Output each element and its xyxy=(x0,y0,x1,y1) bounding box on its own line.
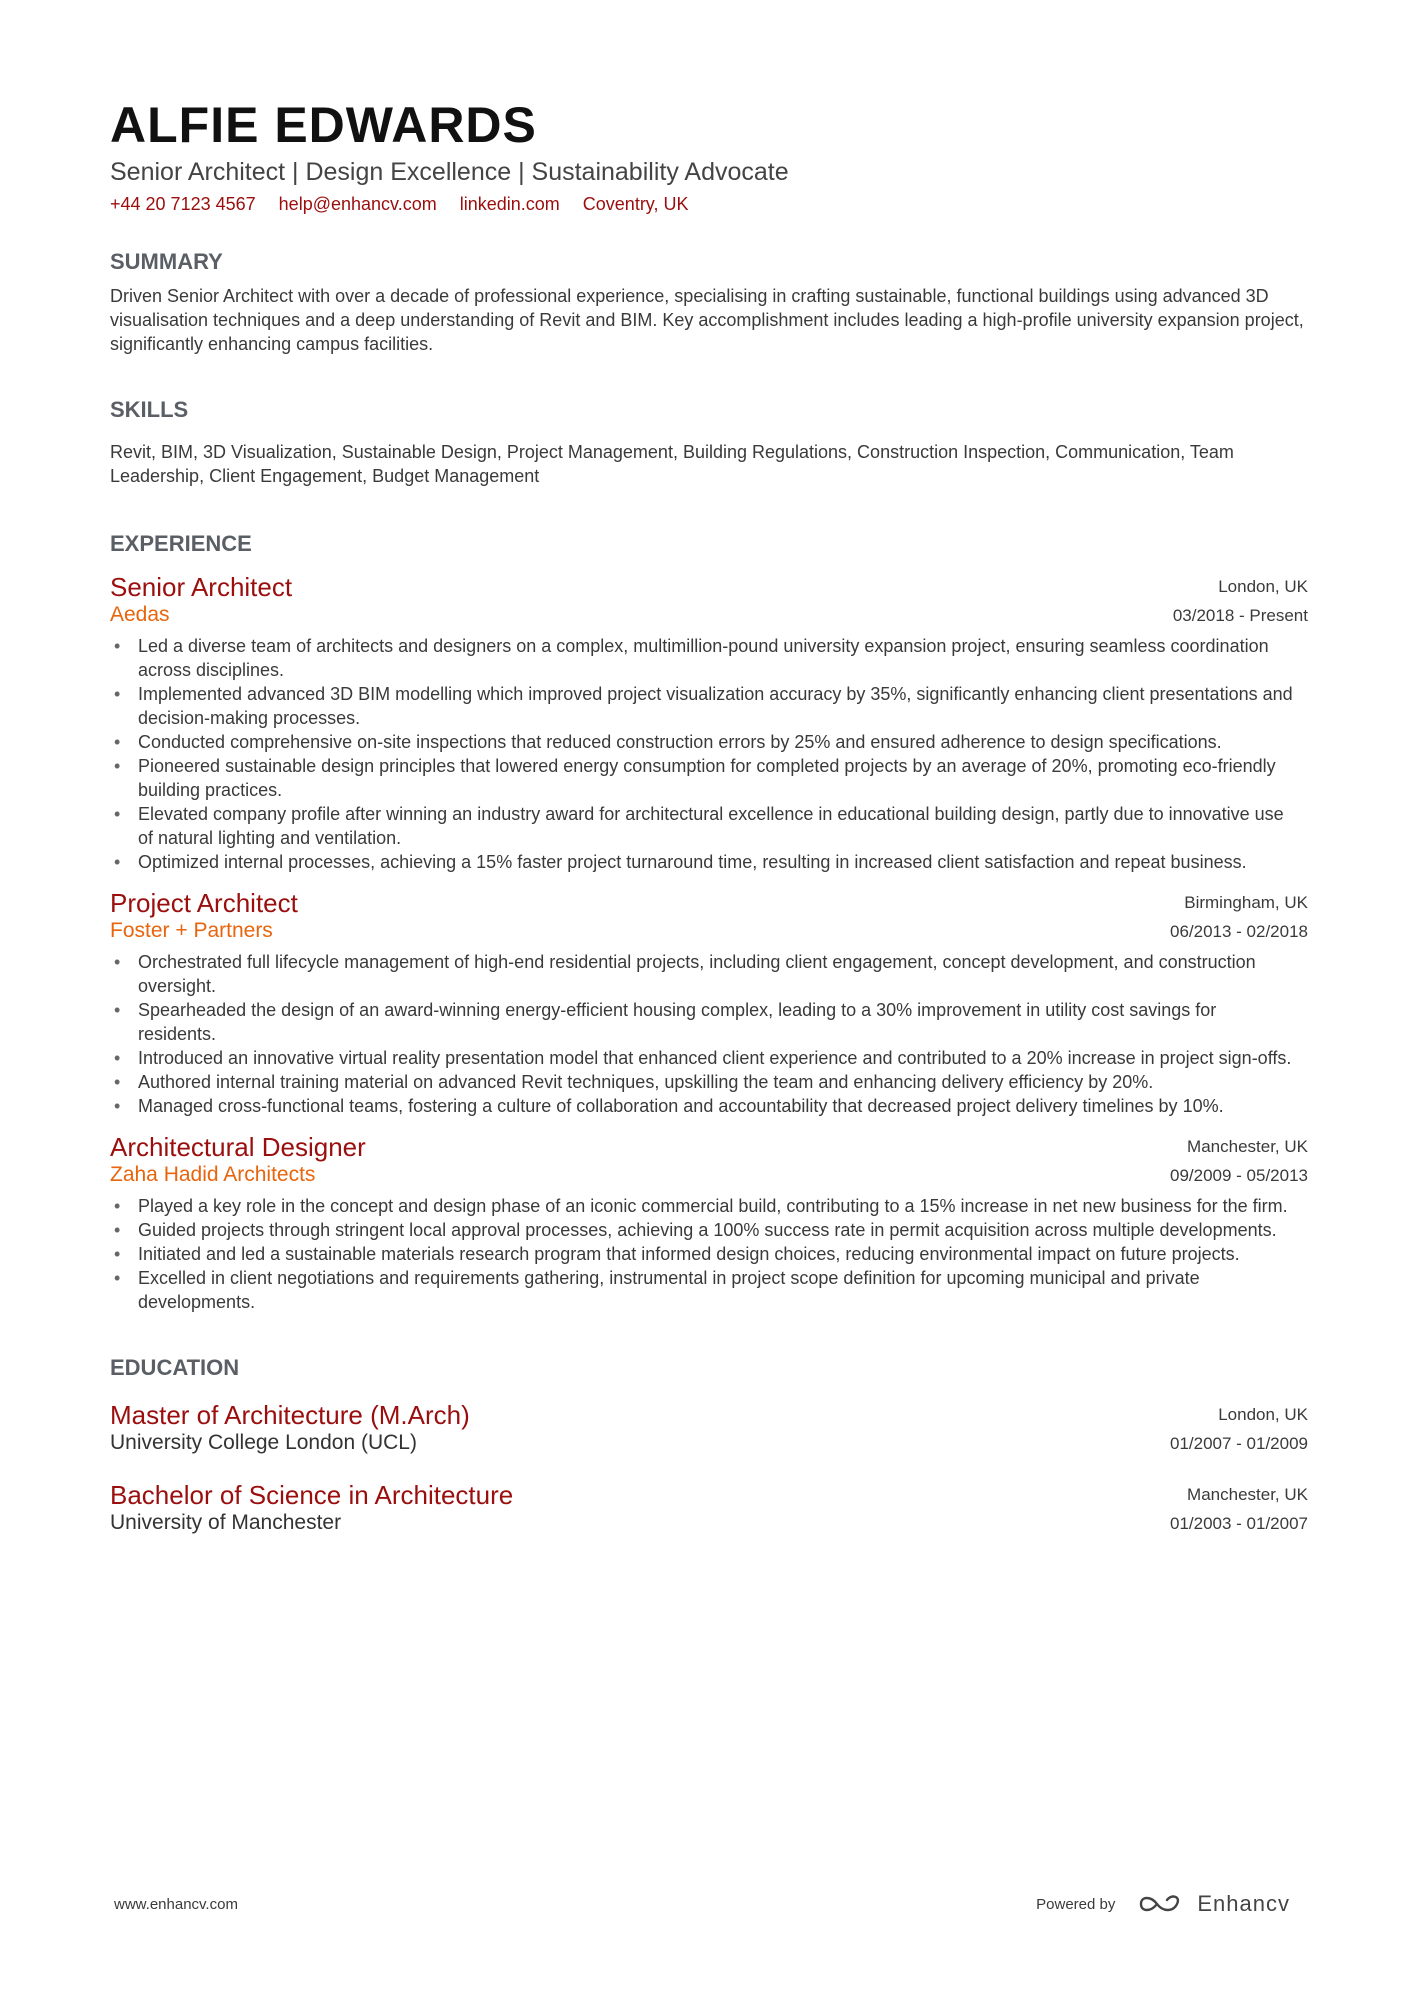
footer-website[interactable]: www.enhancv.com xyxy=(114,1896,238,1913)
education-degree: Bachelor of Science in Architecture xyxy=(110,1480,514,1510)
job-role: Senior Architect xyxy=(110,572,293,602)
job-role: Architectural Designer xyxy=(110,1132,366,1162)
job-bullet: • Led a diverse team of architects and designers on a complex, multimillion-pound university expansion project, ensuring seamless coordination across disciplines. xyxy=(114,636,1269,680)
job-bullet: • Introduced an innovative virtual reality presentation model that enhanced client experience and contributed to a 20% increase in project sign-offs. xyxy=(114,1048,1292,1068)
brand-name: Enhancv xyxy=(1197,1891,1290,1916)
education-meta xyxy=(1170,1400,1308,1458)
job-role: Project Architect xyxy=(110,888,298,918)
summary-section xyxy=(110,248,1308,356)
job-meta xyxy=(1170,1132,1308,1190)
candidate-headline: Senior Architect | Design Excellence | Sustainability Advocate xyxy=(110,158,789,186)
job-bullets xyxy=(110,950,1308,1118)
bullet-dot-icon: • xyxy=(114,1268,121,1288)
skills-title: SKILLS xyxy=(110,397,189,422)
job-company: Foster + Partners xyxy=(110,919,273,942)
education-dates: 01/2007 - 01/2009 xyxy=(1169,1434,1308,1453)
bullet-dot-icon: • xyxy=(114,1000,121,1020)
job-bullet: • Implemented advanced 3D BIM modelling which improved project visualization accuracy by 35%, significantly enhancing client presentations and decision-making processes. xyxy=(114,684,1293,728)
education-school: University College London (UCL) xyxy=(110,1431,417,1454)
bullet-dot-icon: • xyxy=(114,952,121,972)
powered-by-label: Powered by xyxy=(1036,1895,1116,1913)
bullet-dot-icon: • xyxy=(114,1048,121,1068)
contact-line xyxy=(110,192,1308,216)
bullet-dot-icon: • xyxy=(114,684,121,704)
education-entry xyxy=(110,1480,1308,1536)
education-entry xyxy=(110,1400,1308,1456)
job-location: Birmingham, UK xyxy=(1184,893,1308,912)
summary-title: SUMMARY xyxy=(110,249,223,274)
job-dates: 06/2013 - 02/2018 xyxy=(1169,922,1308,941)
job-bullet: • Elevated company profile after winning an industry award for architectural excellence in educational building design, partly due to innovative use of natural lighting and ventilation. xyxy=(114,804,1284,848)
infinity-logo-icon xyxy=(1137,1891,1185,1917)
job-bullet: • Excelled in client negotiations and requirements gathering, instrumental in project scope definition for upcoming municipal and private developments. xyxy=(114,1268,1200,1312)
education-meta xyxy=(1170,1480,1308,1538)
job-entry xyxy=(110,572,1308,874)
education-location: London, UK xyxy=(1218,1405,1308,1424)
page-footer xyxy=(0,1888,1410,1928)
bullet-dot-icon: • xyxy=(114,756,121,776)
candidate-name: ALFIE EDWARDS xyxy=(110,97,537,153)
job-bullets xyxy=(110,1194,1308,1314)
bullet-dot-icon: • xyxy=(114,804,121,824)
job-dates: 09/2009 - 05/2013 xyxy=(1169,1166,1308,1185)
job-bullet: • Optimized internal processes, achieving a 15% faster project turnaround time, resulting in increased client satisfaction and repeat business. xyxy=(114,852,1247,872)
education-section xyxy=(110,1354,1308,1536)
bullet-dot-icon: • xyxy=(114,1196,121,1216)
contact-location: Coventry, UK xyxy=(582,194,689,214)
experience-title: EXPERIENCE xyxy=(110,531,252,556)
bullet-dot-icon: • xyxy=(114,852,121,872)
education-school: University of Manchester xyxy=(110,1511,342,1534)
job-bullets xyxy=(110,634,1308,874)
bullet-dot-icon: • xyxy=(114,1244,121,1264)
job-company: Aedas xyxy=(110,603,170,626)
experience-section xyxy=(110,530,1308,1314)
job-bullet: • Guided projects through stringent local approval processes, achieving a 100% success rate in permit acquisition across multiple developments. xyxy=(114,1220,1277,1240)
footer-branding xyxy=(1036,1888,1290,1920)
job-company: Zaha Hadid Architects xyxy=(110,1163,316,1186)
job-bullet: • Spearheaded the design of an award-winning energy-efficient housing complex, leading to a 30% improvement in utility cost savings for residents. xyxy=(114,1000,1217,1044)
job-bullet: • Authored internal training material on advanced Revit techniques, upskilling the team and enhancing delivery efficiency by 20%. xyxy=(114,1072,1154,1092)
bullet-dot-icon: • xyxy=(114,732,121,752)
contact-email[interactable]: help@enhancv.com xyxy=(278,194,437,214)
bullet-dot-icon: • xyxy=(114,1096,121,1116)
skills-section xyxy=(110,396,1308,488)
job-entry xyxy=(110,888,1308,1118)
job-entry xyxy=(110,1132,1308,1314)
job-location: Manchester, UK xyxy=(1187,1137,1308,1156)
job-dates: 03/2018 - Present xyxy=(1172,606,1308,625)
education-title: EDUCATION xyxy=(110,1355,240,1380)
bullet-dot-icon: • xyxy=(114,1220,121,1240)
education-degree: Master of Architecture (M.Arch) xyxy=(110,1400,470,1430)
contact-phone[interactable]: +44 20 7123 4567 xyxy=(110,194,256,214)
bullet-dot-icon: • xyxy=(114,636,121,656)
job-header xyxy=(110,572,1308,628)
job-header xyxy=(110,1132,1308,1188)
skills-text: Revit, BIM, 3D Visualization, Sustainable Design, Project Management, Building Regulations, Construction Inspection, Communication, Team Leadership, Client Engagement, Budget Management xyxy=(110,442,1234,486)
job-header xyxy=(110,888,1308,944)
job-location: London, UK xyxy=(1218,577,1308,596)
education-dates: 01/2003 - 01/2007 xyxy=(1169,1514,1308,1533)
job-bullet: • Initiated and led a sustainable materials research program that informed design choices, reducing environmental impact on future projects. xyxy=(114,1244,1240,1264)
job-bullet: • Orchestrated full lifecycle management of high-end residential projects, including client engagement, concept development, and construction oversight. xyxy=(114,952,1256,996)
job-bullet: • Managed cross-functional teams, fostering a culture of collaboration and accountability that decreased project delivery timelines by 10%. xyxy=(114,1096,1224,1116)
education-location: Manchester, UK xyxy=(1187,1485,1308,1504)
summary-text: Driven Senior Architect with over a decade of professional experience, specialising in crafting sustainable, functional buildings using advanced 3D visualisation techniques and a deep understanding of Revit and BIM. Key accomplishment includes leading a high-profile university expansion project, significantly enhancing campus facilities. xyxy=(110,286,1304,354)
job-bullet: • Played a key role in the concept and design phase of an iconic commercial build, contributing to a 15% increase in net new business for the firm. xyxy=(114,1196,1288,1216)
contact-linkedin[interactable]: linkedin.com xyxy=(459,194,560,214)
job-bullet: • Conducted comprehensive on-site inspections that reduced construction errors by 25% and ensured adherence to design specifications. xyxy=(114,732,1222,752)
job-meta xyxy=(1170,888,1308,946)
job-meta xyxy=(1173,572,1308,630)
resume-page xyxy=(110,96,1308,1536)
job-bullet: • Pioneered sustainable design principles that lowered energy consumption for completed projects by an average of 20%, promoting eco-friendly building practices. xyxy=(114,756,1276,800)
resume-header xyxy=(110,96,1308,216)
bullet-dot-icon: • xyxy=(114,1072,121,1092)
